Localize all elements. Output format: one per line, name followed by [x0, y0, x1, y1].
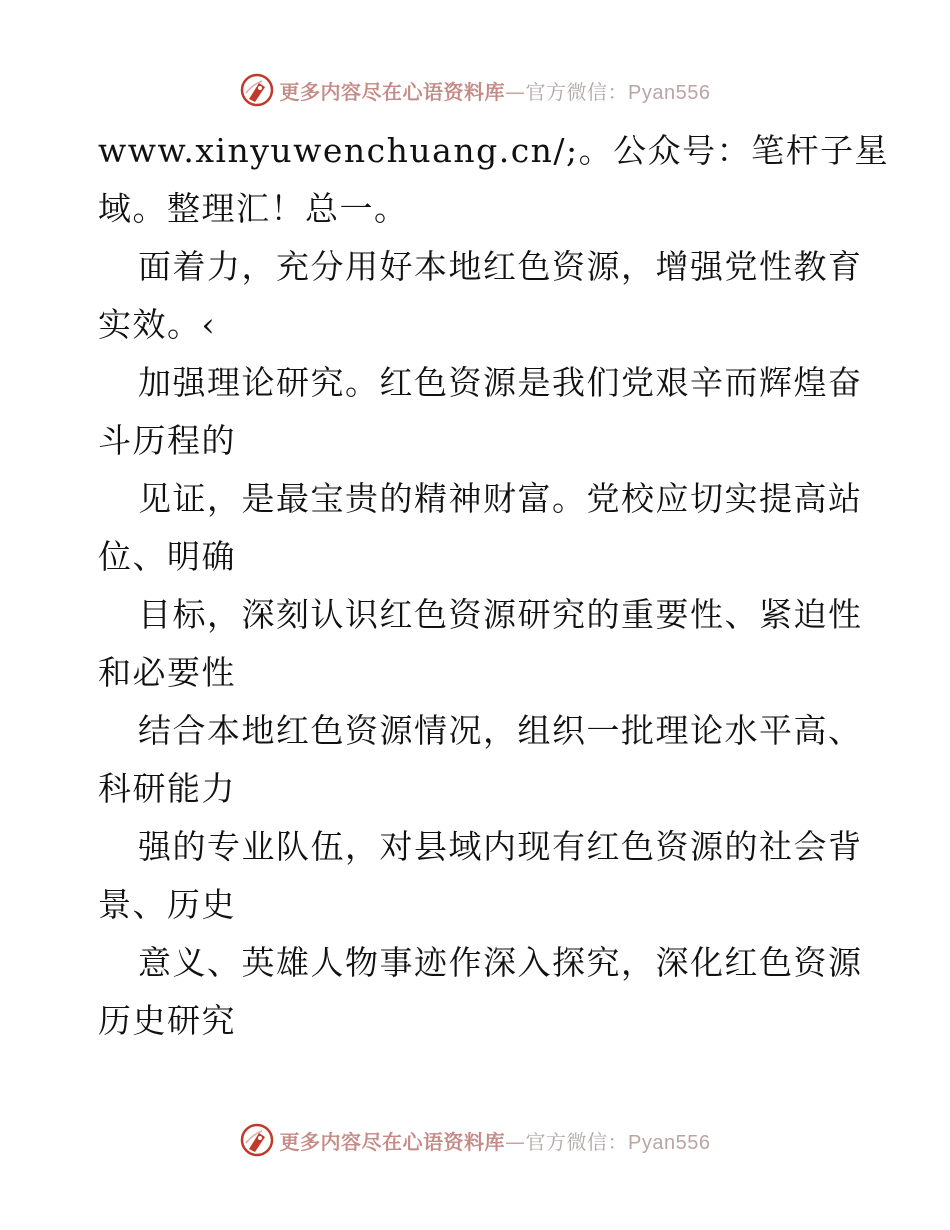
- text-line: 目标，深刻认识红色资源研究的重要性、紧迫性: [138, 595, 863, 634]
- text-line: 强的专业队伍，对县域内现有红色资源的社会背: [138, 827, 863, 866]
- text-line: 实效。‹: [98, 305, 217, 344]
- text-line: 加强理论研究。红色资源是我们党艰辛而辉煌奋: [138, 363, 863, 402]
- text-line: 面着力，充分用好本地红色资源，增强党性教育: [138, 247, 863, 286]
- text-line: 见证，是最宝贵的精神财富。党校应切实提高站: [138, 479, 863, 518]
- text-line: 意义、英雄人物事迹作深入探究，深化红色资源: [138, 943, 863, 982]
- text-line: 科研能力: [98, 769, 236, 808]
- footer-banner: [0, 1120, 950, 1160]
- document-body: [98, 122, 890, 1050]
- banner-wechat-label: 官方微信：: [525, 79, 629, 104]
- banner-dash: —: [505, 1129, 526, 1154]
- banner-text: [280, 1126, 711, 1155]
- text-line: 斗历程的: [98, 421, 236, 460]
- pen-nib-logo-icon: [240, 73, 274, 107]
- text-line: 位、明确: [98, 537, 236, 576]
- text-line: 历史研究: [98, 1001, 236, 1040]
- banner-brand: 更多内容尽在心语资料库: [279, 79, 506, 104]
- text-line: 和必要性: [98, 653, 236, 692]
- banner-brand: 更多内容尽在心语资料库: [279, 1129, 506, 1154]
- text-line: 景、历史: [98, 885, 236, 924]
- banner-wechat-id: Pyan556: [628, 81, 711, 104]
- text-line: www.xinyuwenchuang.cn/;。公众号：笔杆子星: [98, 131, 890, 170]
- text-line: 结合本地红色资源情况，组织一批理论水平高、: [138, 711, 863, 750]
- banner-wechat-label: 官方微信：: [525, 1129, 629, 1154]
- text-line: 域。整理汇！总一。: [98, 189, 409, 228]
- banner-wechat-id: Pyan556: [628, 1131, 711, 1154]
- banner-dash: —: [505, 79, 526, 104]
- pen-nib-logo-icon: [240, 1123, 274, 1157]
- banner-text: [280, 76, 711, 105]
- header-banner: [0, 70, 950, 110]
